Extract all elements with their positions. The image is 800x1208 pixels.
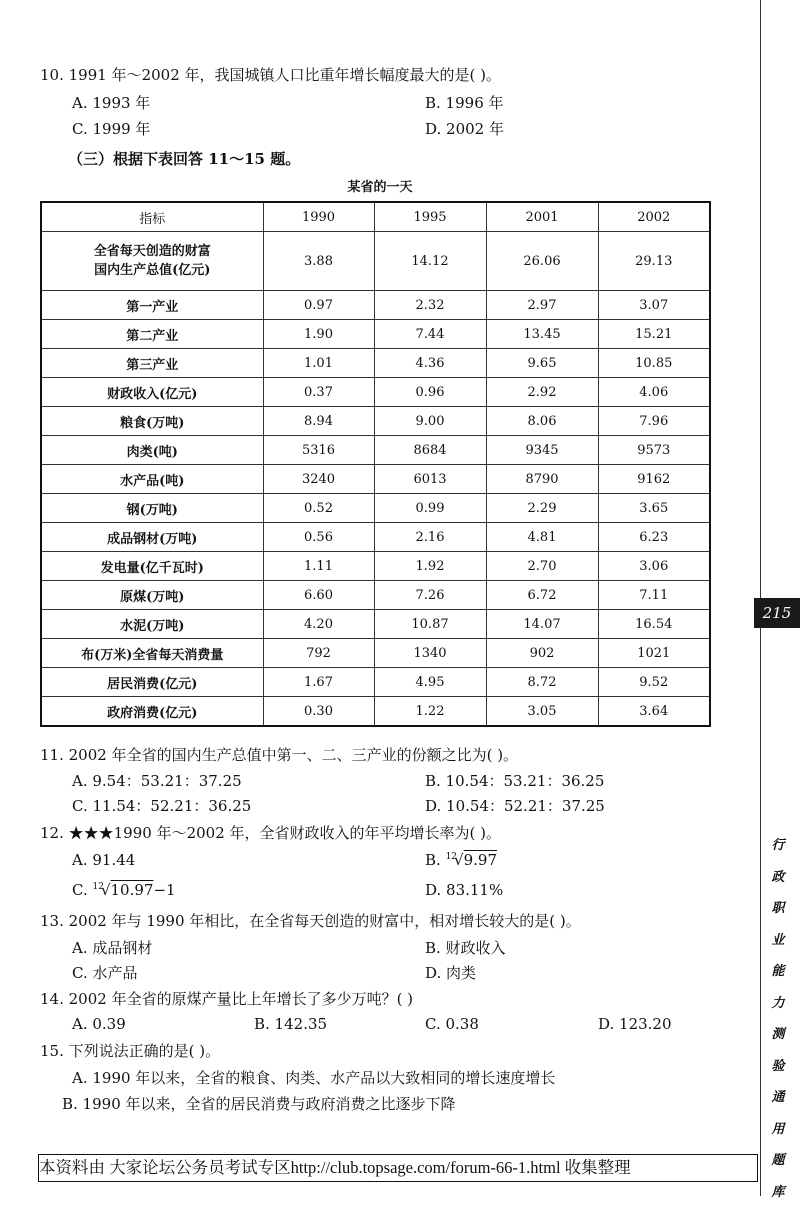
- question-10-stem: 10. 1991 年～2002 年，我国城镇人口比重年增长幅度最大的是( )。: [40, 64, 501, 85]
- table-cell: 4.95: [374, 668, 486, 697]
- table-cell: 7.96: [598, 407, 710, 436]
- table-cell: 1340: [374, 639, 486, 668]
- question-14-option-a: A. 0.39: [72, 1015, 126, 1033]
- question-12-option-b: [425, 851, 497, 869]
- table-cell: 7.11: [598, 581, 710, 610]
- side-title-char: 业: [766, 925, 790, 957]
- row-label: 成品钢材(万吨): [41, 523, 263, 552]
- table-row: [41, 610, 710, 639]
- question-15-option-b: B. 1990 年以来，全省的居民消费与政府消费之比逐步下降: [62, 1093, 456, 1114]
- table-header-cell: 指标: [41, 202, 263, 232]
- data-table: [40, 201, 711, 727]
- table-cell: 0.30: [263, 697, 374, 727]
- table-row: [41, 436, 710, 465]
- table-cell: 1.90: [263, 320, 374, 349]
- row-label: 原煤(万吨): [41, 581, 263, 610]
- table-cell: 16.54: [598, 610, 710, 639]
- table-cell: 3.65: [598, 494, 710, 523]
- root-index: 12: [446, 852, 457, 862]
- footer-source-note: 本资料由 大家论坛公务员考试专区http://club.topsage.com/forum-66-1.html 收集整理: [38, 1154, 758, 1182]
- table-cell: 8.06: [486, 407, 598, 436]
- table-row: [41, 465, 710, 494]
- table-cell: 5316: [263, 436, 374, 465]
- question-14-option-d: D. 123.20: [598, 1015, 672, 1033]
- table-cell: 13.45: [486, 320, 598, 349]
- table-cell: 1.22: [374, 697, 486, 727]
- table-cell: 6.23: [598, 523, 710, 552]
- question-14-stem: 14. 2002 年全省的原煤产量比上年增长了多少万吨？( ): [40, 988, 413, 1009]
- table-cell: 3.05: [486, 697, 598, 727]
- row-label: 第三产业: [41, 349, 263, 378]
- question-13-option-b: B. 财政收入: [425, 937, 506, 958]
- table-row: [41, 668, 710, 697]
- row-label: 政府消费(亿元): [41, 697, 263, 727]
- table-cell: 0.37: [263, 378, 374, 407]
- table-cell: 902: [486, 639, 598, 668]
- page-number-tab: 215: [754, 598, 800, 628]
- table-row: [41, 378, 710, 407]
- question-13-option-c: C. 水产品: [72, 962, 137, 983]
- side-title-char: 通: [766, 1082, 790, 1114]
- question-12-stem: 12. ★★★1990 年～2002 年，全省财政收入的年平均增长率为( )。: [40, 822, 501, 843]
- table-cell: 7.44: [374, 320, 486, 349]
- table-cell: 0.96: [374, 378, 486, 407]
- table-cell: 0.56: [263, 523, 374, 552]
- question-10-option-c: C. 1999 年: [72, 118, 150, 139]
- side-title-char: 职: [766, 893, 790, 925]
- table-cell: 6.60: [263, 581, 374, 610]
- side-book-title: [766, 830, 790, 1208]
- side-title-char: 题: [766, 1145, 790, 1177]
- table-cell: 3.06: [598, 552, 710, 581]
- row-label: 肉类(吨): [41, 436, 263, 465]
- table-cell: 2.32: [374, 291, 486, 320]
- table-cell: 2.97: [486, 291, 598, 320]
- table-cell: 3.07: [598, 291, 710, 320]
- row-label: 水产品(吨): [41, 465, 263, 494]
- table-row: [41, 639, 710, 668]
- side-title-char: 力: [766, 988, 790, 1020]
- question-10-option-a: A. 1993 年: [72, 92, 150, 113]
- row-label: 发电量(亿千瓦时): [41, 552, 263, 581]
- radical-suffix: −1: [153, 881, 175, 899]
- table-header-cell: 2002: [598, 202, 710, 232]
- table-cell: 9.00: [374, 407, 486, 436]
- row-label: 第一产业: [41, 291, 263, 320]
- radicand: 10.97: [111, 881, 154, 899]
- table-cell: 0.99: [374, 494, 486, 523]
- table-cell: 1.67: [263, 668, 374, 697]
- question-15-option-a: A. 1990 年以来，全省的粮食、肉类、水产品以大致相同的增长速度增长: [72, 1067, 555, 1088]
- table-body: [41, 291, 710, 727]
- table-cell: 9162: [598, 465, 710, 494]
- table-cell: 9345: [486, 436, 598, 465]
- radical-sign: √: [454, 851, 464, 869]
- row-label: 钢(万吨): [41, 494, 263, 523]
- table-cell: 2.16: [374, 523, 486, 552]
- table-cell: 10.85: [598, 349, 710, 378]
- table-row: [41, 407, 710, 436]
- table-header-cell: 1990: [263, 202, 374, 232]
- table-cell: 0.97: [263, 291, 374, 320]
- table-row: [41, 320, 710, 349]
- table-cell: 2.29: [486, 494, 598, 523]
- question-12-option-a: A. 91.44: [72, 851, 135, 869]
- question-14-option-c: C. 0.38: [425, 1015, 479, 1033]
- table-cell: 9.52: [598, 668, 710, 697]
- table-cell: 1021: [598, 639, 710, 668]
- row-label: 布(万米)全省每天消费量: [41, 639, 263, 668]
- question-11-option-b: B. 10.54：53.21：36.25: [425, 770, 604, 791]
- table-row: [41, 232, 710, 291]
- table-header-cell: 1995: [374, 202, 486, 232]
- table-cell: 9.65: [486, 349, 598, 378]
- table-cell: 1.01: [263, 349, 374, 378]
- radicand: 9.97: [464, 851, 497, 869]
- question-12-option-d: D. 83.11%: [425, 881, 503, 899]
- side-title-char: 政: [766, 862, 790, 894]
- table-cell: 4.36: [374, 349, 486, 378]
- option-letter: B.: [425, 851, 441, 869]
- question-10-option-b: B. 1996 年: [425, 92, 504, 113]
- question-13-option-a: A. 成品钢材: [72, 937, 152, 958]
- table-cell: 4.06: [598, 378, 710, 407]
- table-row: [41, 523, 710, 552]
- table-cell: 29.13: [598, 232, 710, 291]
- row-label: 第二产业: [41, 320, 263, 349]
- table-row: [41, 349, 710, 378]
- table-cell: 8790: [486, 465, 598, 494]
- table-cell: 0.52: [263, 494, 374, 523]
- table-cell: 3240: [263, 465, 374, 494]
- table-header-cell: 2001: [486, 202, 598, 232]
- question-10-option-d: D. 2002 年: [425, 118, 504, 139]
- table-cell: 14.12: [374, 232, 486, 291]
- question-13-option-d: D. 肉类: [425, 962, 476, 983]
- row-label: 财政收入(亿元): [41, 378, 263, 407]
- table-cell: 6013: [374, 465, 486, 494]
- table-cell: 3.64: [598, 697, 710, 727]
- table-cell: 8.94: [263, 407, 374, 436]
- side-title-char: 用: [766, 1114, 790, 1146]
- table-cell: 1.11: [263, 552, 374, 581]
- row-label: 居民消费(亿元): [41, 668, 263, 697]
- table-header-row: [41, 202, 710, 232]
- question-15-stem: 15. 下列说法正确的是( )。: [40, 1040, 220, 1061]
- row-label: 水泥(万吨): [41, 610, 263, 639]
- row-label: 粮食(万吨): [41, 407, 263, 436]
- row-label-line: 全省每天创造的财富: [42, 242, 263, 261]
- table-cell: 2.70: [486, 552, 598, 581]
- table-cell: 8.72: [486, 668, 598, 697]
- table-row: [41, 581, 710, 610]
- table-cell: 14.07: [486, 610, 598, 639]
- side-title-char: 测: [766, 1019, 790, 1051]
- table-cell: 792: [263, 639, 374, 668]
- question-13-stem: 13. 2002 年与 1990 年相比，在全省每天创造的财富中，相对增长较大的是( )。: [40, 910, 581, 931]
- question-11-option-d: D. 10.54：52.21：37.25: [425, 795, 605, 816]
- table-title: 某省的一天: [0, 176, 760, 195]
- table-cell: 3.88: [263, 232, 374, 291]
- table-cell: 9573: [598, 436, 710, 465]
- question-11-stem: 11. 2002 年全省的国内生产总值中第一、二、三产业的份额之比为( )。: [40, 744, 518, 765]
- question-12-option-c: [72, 881, 176, 899]
- table-cell: 4.20: [263, 610, 374, 639]
- table-cell: 6.72: [486, 581, 598, 610]
- table-cell: 26.06: [486, 232, 598, 291]
- question-11-option-a: A. 9.54：53.21：37.25: [72, 770, 242, 791]
- side-title-char: 验: [766, 1051, 790, 1083]
- table-row: [41, 494, 710, 523]
- side-title-char: 能: [766, 956, 790, 988]
- table-cell: 7.26: [374, 581, 486, 610]
- side-title-char: 行: [766, 830, 790, 862]
- table-row: [41, 291, 710, 320]
- table-cell: 8684: [374, 436, 486, 465]
- root-index: 12: [93, 882, 104, 892]
- table-cell: 1.92: [374, 552, 486, 581]
- row-label: [41, 232, 263, 291]
- question-14-option-b: B. 142.35: [254, 1015, 327, 1033]
- side-title-char: 库: [766, 1177, 790, 1208]
- table-row: [41, 552, 710, 581]
- option-letter: C.: [72, 881, 88, 899]
- table-cell: 10.87: [374, 610, 486, 639]
- table-cell: 2.92: [486, 378, 598, 407]
- table-row: [41, 697, 710, 727]
- question-11-option-c: C. 11.54：52.21：36.25: [72, 795, 251, 816]
- section-heading: （三）根据下表回答 11～15 题。: [68, 148, 300, 169]
- table-cell: 15.21: [598, 320, 710, 349]
- table-cell: 4.81: [486, 523, 598, 552]
- radical-sign: √: [101, 881, 111, 899]
- row-label-line: 国内生产总值(亿元): [42, 261, 263, 280]
